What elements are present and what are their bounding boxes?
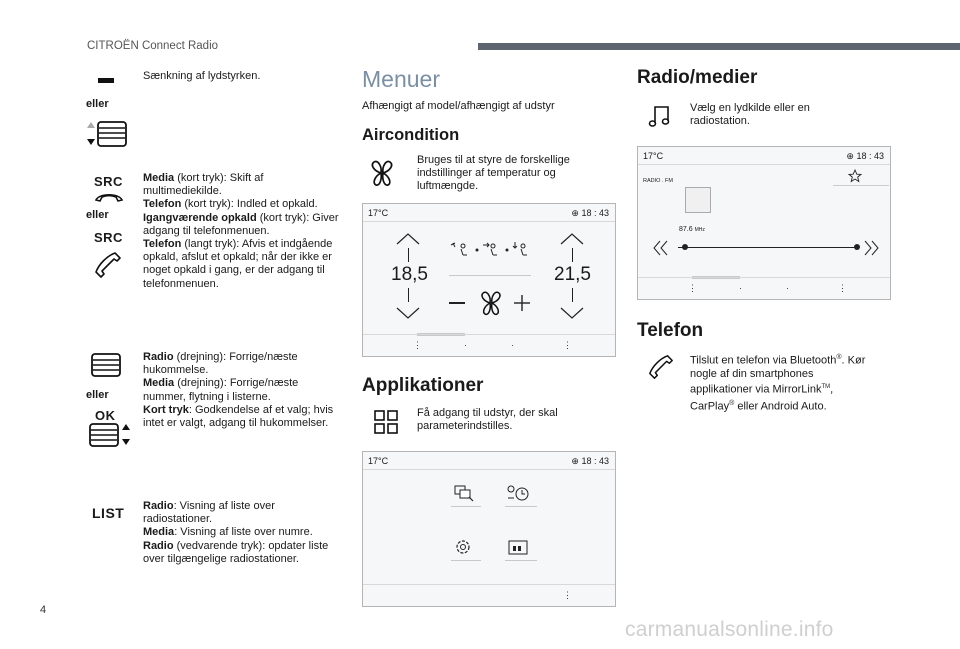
page-number: 4 (40, 604, 47, 616)
station-artwork (685, 187, 711, 213)
tuning-bar[interactable] (678, 247, 857, 248)
list-description: Radio: Visning af liste over radiostationer. Media: Visning af liste over numre. Radio (vedvarende tryk): opdater liste over tilgængelige radiostationer. (143, 500, 329, 565)
temp-right-tick-bottom (572, 288, 573, 302)
wheel-description: Radio (drejning): Forrige/næste hukommelse. Media (drejning): Forrige/næste nummer, flytning i listerne. Kort tryk: Godkendelse af et valg; hvis intet er valgt, adgang til hukommelser. (143, 351, 334, 430)
src-description: Media (kort tryk): Skift af multimediekilde. Telefon (kort tryk): Indled et opkald. Igangværende opkald (kort tryk): Giver adgang til telefonmenuen. Telefon (langt tryk): Afvis et indgående opkald, afslut et opkald; når der ikke er noget opkald i gang, er der adgang til telefonmenuen. (143, 172, 339, 290)
thumbwheel-icon (90, 352, 122, 378)
dot-icon-2: · (511, 340, 514, 350)
aircon-screen (362, 203, 616, 357)
apps-dots-icon[interactable]: ⋮ (563, 590, 572, 600)
src-label: SRC (94, 174, 123, 189)
src-label-2: SRC (94, 230, 123, 245)
fan-icon (366, 159, 398, 187)
seek-back-button[interactable] (652, 240, 672, 256)
header-bar (478, 43, 960, 50)
temp-right-tick-top (572, 248, 573, 262)
apps-grid-icon (374, 410, 398, 434)
fav-separator (833, 185, 889, 186)
fan-speed-icon (476, 288, 506, 318)
section-subtitle: Afhængigt af model/afhængigt af udstyr (362, 100, 555, 112)
outside-temp: 17°C (368, 208, 389, 218)
list-label: LIST (92, 505, 125, 521)
temp-right-up-button[interactable] (559, 232, 585, 246)
radio-dots-icon-2[interactable]: ⋮ (838, 283, 847, 293)
radio-text: Vælg en lydkilde eller en radiostation. (690, 102, 810, 128)
apps-outside-temp: 17°C (368, 456, 389, 466)
app-tile-messages[interactable] (451, 484, 481, 507)
fan-increase-button[interactable] (513, 294, 531, 312)
separator-line (449, 275, 531, 276)
radio-dot-icon-2: · (786, 283, 789, 293)
radio-screen (637, 146, 891, 300)
radio-outside-temp: 17°C (643, 151, 664, 161)
or-label: eller (86, 98, 109, 110)
radio-dots-icon[interactable]: ⋮ (688, 283, 697, 293)
running-header: CITROËN Connect Radio (87, 40, 219, 52)
temp-left-tick-top (408, 248, 409, 262)
air-distribution-buttons[interactable] (449, 239, 535, 259)
temp-right-down-button[interactable] (559, 306, 585, 320)
heading-aircon: Aircondition (362, 126, 460, 144)
temp-left-down-button[interactable] (395, 306, 421, 320)
phone-text: Tilslut en telefon via Bluetooth®. Kør nogle af din smartphones applikationer via MirrorLink™, CarPlay® eller Android Auto. (690, 354, 866, 413)
section-title-menus: Menuer (362, 66, 440, 92)
fan-decrease-button[interactable] (449, 302, 465, 304)
apps-clock: ⊕ 18 : 43 (571, 456, 609, 466)
app-tile-climate-timer[interactable] (505, 484, 537, 507)
watermark: carmanualsonline.info (625, 618, 834, 641)
temp-left-up-button[interactable] (395, 232, 421, 246)
heading-radio: Radio/medier (637, 67, 758, 88)
dots-icon[interactable]: ⋮ (413, 340, 422, 350)
apps-screen (362, 451, 616, 607)
temp-left-value: 18,5 (391, 264, 428, 285)
app-tile-settings[interactable] (451, 538, 481, 561)
phone-icon (93, 250, 123, 280)
app-tile-vehicle[interactable] (505, 538, 537, 561)
phone-icon-2 (647, 353, 675, 381)
or-label-2: eller (86, 209, 109, 221)
thumbwheel-up-down-icon (86, 120, 130, 148)
radio-dot-icon: · (739, 283, 742, 293)
radio-clock: ⊕ 18 : 43 (846, 151, 884, 161)
phone-hang-icon (93, 191, 125, 203)
temp-left-tick-bottom (408, 288, 409, 302)
apps-text: Få adgang til udstyr, der skal parameterindstilles. (417, 407, 558, 433)
heading-phone: Telefon (637, 320, 704, 341)
thumbwheel-ok-icon (88, 422, 132, 448)
ok-label: OK (95, 408, 116, 423)
or-label-3: eller (86, 389, 109, 401)
clock: ⊕ 18 : 43 (571, 208, 609, 218)
dots-icon-2[interactable]: ⋮ (563, 340, 572, 350)
volume-down-text: Sænkning af lydstyrken. (143, 70, 261, 82)
temp-right-value: 21,5 (554, 264, 591, 285)
star-favorite-button[interactable] (848, 169, 862, 183)
minus-icon (98, 78, 114, 83)
heading-apps: Applikationer (362, 375, 484, 396)
seek-forward-button[interactable] (860, 240, 880, 256)
frequency-readout: 87.6 MHz (679, 226, 705, 233)
dot-icon: · (464, 340, 467, 350)
aircon-text: Bruges til at styre de forskellige indstillinger af temperatur og luftmængde. (417, 154, 570, 193)
radio-band: RADIO . FM (643, 178, 673, 184)
music-note-icon (648, 104, 672, 128)
tuning-cursor-start[interactable] (682, 244, 688, 250)
